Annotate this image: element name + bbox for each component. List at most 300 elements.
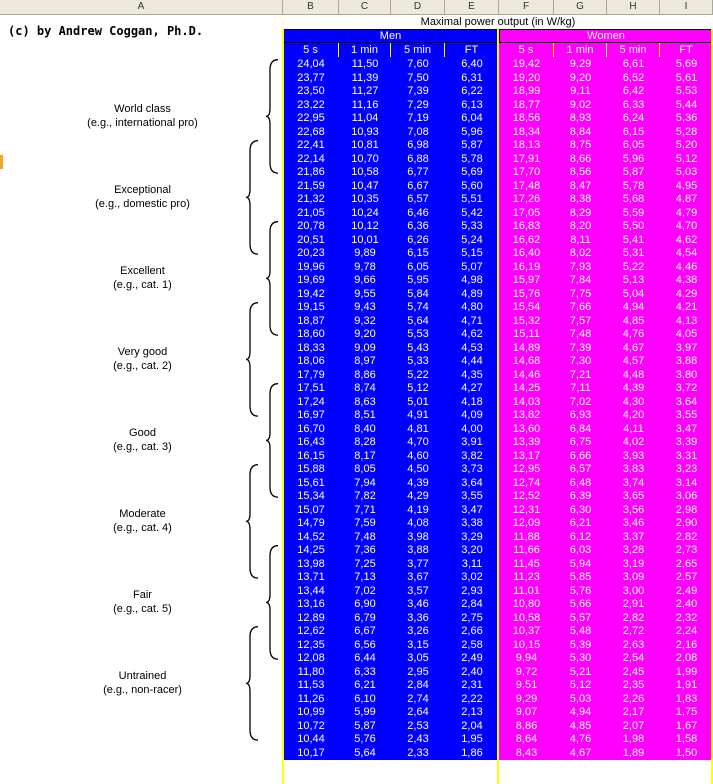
table-cell[interactable]: 6,57 xyxy=(554,462,607,476)
table-cell[interactable]: 2,74 xyxy=(391,692,445,706)
table-cell[interactable]: 3,82 xyxy=(445,449,499,463)
table-cell[interactable]: 19,96 xyxy=(283,260,339,274)
table-cell[interactable]: 16,15 xyxy=(283,449,339,463)
table-cell[interactable]: 5,30 xyxy=(554,651,607,665)
table-cell[interactable]: 5,76 xyxy=(339,732,391,746)
table-cell[interactable]: 19,42 xyxy=(499,57,554,71)
table-cell[interactable]: 4,94 xyxy=(554,705,607,719)
table-cell[interactable]: 12,74 xyxy=(499,476,554,490)
table-cell[interactable]: 5,64 xyxy=(339,746,391,760)
table-cell[interactable]: 5,20 xyxy=(660,138,713,152)
table-cell[interactable]: 2,16 xyxy=(660,638,713,652)
table-cell[interactable]: 2,26 xyxy=(607,692,660,706)
table-cell[interactable]: 7,11 xyxy=(554,381,607,395)
table-cell[interactable]: 2,32 xyxy=(660,611,713,625)
table-cell[interactable]: 7,71 xyxy=(339,503,391,517)
table-cell[interactable]: 12,08 xyxy=(283,651,339,665)
table-cell[interactable]: 5,53 xyxy=(660,84,713,98)
table-cell[interactable]: 1,95 xyxy=(445,732,499,746)
table-cell[interactable]: 3,09 xyxy=(607,570,660,584)
table-cell[interactable]: 9,51 xyxy=(499,678,554,692)
table-cell[interactable]: 6,15 xyxy=(391,246,445,260)
table-cell[interactable]: 9,29 xyxy=(499,692,554,706)
table-cell[interactable]: 15,32 xyxy=(499,314,554,328)
table-cell[interactable]: 8,11 xyxy=(554,233,607,247)
table-cell[interactable]: 5,36 xyxy=(660,111,713,125)
table-cell[interactable]: 4,94 xyxy=(607,300,660,314)
table-cell[interactable]: 4,00 xyxy=(445,422,499,436)
table-cell[interactable]: 8,74 xyxy=(339,381,391,395)
table-cell[interactable]: 11,16 xyxy=(339,98,391,112)
table-cell[interactable]: 5,78 xyxy=(607,179,660,193)
table-cell[interactable]: 6,67 xyxy=(391,179,445,193)
table-cell[interactable]: 3,02 xyxy=(445,570,499,584)
table-cell[interactable]: 17,26 xyxy=(499,192,554,206)
table-cell[interactable]: 2,84 xyxy=(445,597,499,611)
table-cell[interactable]: 18,34 xyxy=(499,125,554,139)
table-cell[interactable]: 10,35 xyxy=(339,192,391,206)
table-cell[interactable]: 2,49 xyxy=(445,651,499,665)
table-cell[interactable]: 5,12 xyxy=(554,678,607,692)
table-cell[interactable]: 3,83 xyxy=(607,462,660,476)
table-cell[interactable]: 15,34 xyxy=(283,489,339,503)
table-cell[interactable]: 3,72 xyxy=(660,381,713,395)
table-cell[interactable]: 2,82 xyxy=(607,611,660,625)
table-cell[interactable]: 6,39 xyxy=(554,489,607,503)
table-cell[interactable]: 2,08 xyxy=(660,651,713,665)
table-cell[interactable]: 17,51 xyxy=(283,381,339,395)
table-cell[interactable]: 8,75 xyxy=(554,138,607,152)
table-cell[interactable]: 3,98 xyxy=(391,530,445,544)
table-cell[interactable]: 2,24 xyxy=(660,624,713,638)
table-cell[interactable]: 8,86 xyxy=(339,368,391,382)
table-cell[interactable]: 10,58 xyxy=(339,165,391,179)
table-cell[interactable]: 9,78 xyxy=(339,260,391,274)
table-cell[interactable]: 8,38 xyxy=(554,192,607,206)
table-cell[interactable]: 2,35 xyxy=(607,678,660,692)
table-cell[interactable]: 8,29 xyxy=(554,206,607,220)
table-cell[interactable]: 8,43 xyxy=(499,746,554,760)
table-cell[interactable]: 2,91 xyxy=(607,597,660,611)
table-cell[interactable]: 4,46 xyxy=(660,260,713,274)
table-cell[interactable]: 8,20 xyxy=(554,219,607,233)
table-cell[interactable]: 3,77 xyxy=(391,557,445,571)
table-cell[interactable]: 3,46 xyxy=(391,597,445,611)
table-cell[interactable]: 1,86 xyxy=(445,746,499,760)
table-cell[interactable]: 1,98 xyxy=(607,732,660,746)
table-cell[interactable]: 14,25 xyxy=(283,543,339,557)
table-cell[interactable]: 17,24 xyxy=(283,395,339,409)
table-cell[interactable]: 6,36 xyxy=(391,219,445,233)
table-cell[interactable]: 7,36 xyxy=(339,543,391,557)
table-cell[interactable]: 8,66 xyxy=(554,152,607,166)
table-cell[interactable]: 5,53 xyxy=(391,327,445,341)
table-cell[interactable]: 5,51 xyxy=(445,192,499,206)
table-cell[interactable]: 3,46 xyxy=(607,516,660,530)
table-cell[interactable]: 7,60 xyxy=(391,57,445,71)
table-cell[interactable]: 6,15 xyxy=(607,125,660,139)
table-cell[interactable]: 6,46 xyxy=(391,206,445,220)
table-cell[interactable]: 2,90 xyxy=(660,516,713,530)
table-cell[interactable]: 4,67 xyxy=(607,341,660,355)
table-cell[interactable]: 11,04 xyxy=(339,111,391,125)
table-cell[interactable]: 3,64 xyxy=(660,395,713,409)
table-cell[interactable]: 14,68 xyxy=(499,354,554,368)
table-cell[interactable]: 6,66 xyxy=(554,449,607,463)
table-cell[interactable]: 13,17 xyxy=(499,449,554,463)
table-cell[interactable]: 6,05 xyxy=(607,138,660,152)
table-cell[interactable]: 4,85 xyxy=(607,314,660,328)
table-cell[interactable]: 15,61 xyxy=(283,476,339,490)
table-cell[interactable]: 5,87 xyxy=(339,719,391,733)
table-cell[interactable]: 8,93 xyxy=(554,111,607,125)
table-cell[interactable]: 4,08 xyxy=(391,516,445,530)
table-cell[interactable]: 16,43 xyxy=(283,435,339,449)
table-cell[interactable]: 10,80 xyxy=(499,597,554,611)
table-cell[interactable]: 4,95 xyxy=(660,179,713,193)
table-cell[interactable]: 4,44 xyxy=(445,354,499,368)
table-cell[interactable]: 6,90 xyxy=(339,597,391,611)
table-cell[interactable]: 8,05 xyxy=(339,462,391,476)
table-cell[interactable]: 6,24 xyxy=(607,111,660,125)
table-cell[interactable]: 4,91 xyxy=(391,408,445,422)
table-cell[interactable]: 2,13 xyxy=(445,705,499,719)
table-cell[interactable]: 10,44 xyxy=(283,732,339,746)
table-cell[interactable]: 3,29 xyxy=(445,530,499,544)
table-cell[interactable]: 5,78 xyxy=(445,152,499,166)
table-cell[interactable]: 16,70 xyxy=(283,422,339,436)
table-cell[interactable]: 16,97 xyxy=(283,408,339,422)
table-cell[interactable]: 17,79 xyxy=(283,368,339,382)
table-cell[interactable]: 4,13 xyxy=(660,314,713,328)
table-cell[interactable]: 15,88 xyxy=(283,462,339,476)
table-cell[interactable]: 8,56 xyxy=(554,165,607,179)
table-cell[interactable]: 14,25 xyxy=(499,381,554,395)
table-cell[interactable]: 18,77 xyxy=(499,98,554,112)
table-cell[interactable]: 9,09 xyxy=(339,341,391,355)
table-cell[interactable]: 5,57 xyxy=(554,611,607,625)
table-cell[interactable]: 14,46 xyxy=(499,368,554,382)
table-cell[interactable]: 7,39 xyxy=(554,341,607,355)
table-cell[interactable]: 5,59 xyxy=(607,206,660,220)
table-cell[interactable]: 2,40 xyxy=(660,597,713,611)
table-cell[interactable]: 3,14 xyxy=(660,476,713,490)
table-cell[interactable]: 3,05 xyxy=(391,651,445,665)
table-cell[interactable]: 5,41 xyxy=(607,233,660,247)
table-cell[interactable]: 12,89 xyxy=(283,611,339,625)
table-cell[interactable]: 5,39 xyxy=(554,638,607,652)
table-cell[interactable]: 7,84 xyxy=(554,273,607,287)
table-cell[interactable]: 4,62 xyxy=(660,233,713,247)
table-cell[interactable]: 8,86 xyxy=(499,719,554,733)
table-cell[interactable]: 6,42 xyxy=(607,84,660,98)
table-cell[interactable]: 20,78 xyxy=(283,219,339,233)
table-cell[interactable]: 10,01 xyxy=(339,233,391,247)
table-cell[interactable]: 3,91 xyxy=(445,435,499,449)
table-cell[interactable]: 3,23 xyxy=(660,462,713,476)
table-cell[interactable]: 4,80 xyxy=(445,300,499,314)
table-cell[interactable]: 18,06 xyxy=(283,354,339,368)
table-cell[interactable]: 22,41 xyxy=(283,138,339,152)
table-cell[interactable]: 17,70 xyxy=(499,165,554,179)
table-cell[interactable]: 6,21 xyxy=(339,678,391,692)
table-cell[interactable]: 11,27 xyxy=(339,84,391,98)
table-cell[interactable]: 5,96 xyxy=(607,152,660,166)
table-cell[interactable]: 21,59 xyxy=(283,179,339,193)
table-cell[interactable]: 2,57 xyxy=(660,570,713,584)
table-cell[interactable]: 3,88 xyxy=(391,543,445,557)
table-cell[interactable]: 6,10 xyxy=(339,692,391,706)
table-cell[interactable]: 2,40 xyxy=(445,665,499,679)
table-cell[interactable]: 11,39 xyxy=(339,71,391,85)
table-cell[interactable]: 7,25 xyxy=(339,557,391,571)
table-cell[interactable]: 5,04 xyxy=(607,287,660,301)
table-cell[interactable]: 13,98 xyxy=(283,557,339,571)
table-cell[interactable]: 9,32 xyxy=(339,314,391,328)
table-cell[interactable]: 5,12 xyxy=(391,381,445,395)
table-cell[interactable]: 7,57 xyxy=(554,314,607,328)
table-cell[interactable]: 5,66 xyxy=(554,597,607,611)
table-cell[interactable]: 4,81 xyxy=(391,422,445,436)
table-cell[interactable]: 4,09 xyxy=(445,408,499,422)
table-cell[interactable]: 19,15 xyxy=(283,300,339,314)
table-cell[interactable]: 14,03 xyxy=(499,395,554,409)
table-cell[interactable]: 2,58 xyxy=(445,638,499,652)
table-cell[interactable]: 4,76 xyxy=(554,732,607,746)
table-cell[interactable]: 7,02 xyxy=(554,395,607,409)
table-cell[interactable]: 1,83 xyxy=(660,692,713,706)
table-cell[interactable]: 5,28 xyxy=(660,125,713,139)
table-cell[interactable]: 3,31 xyxy=(660,449,713,463)
table-cell[interactable]: 10,93 xyxy=(339,125,391,139)
table-cell[interactable]: 5,33 xyxy=(391,354,445,368)
table-cell[interactable]: 8,02 xyxy=(554,246,607,260)
table-cell[interactable]: 7,19 xyxy=(391,111,445,125)
table-cell[interactable]: 18,99 xyxy=(499,84,554,98)
table-cell[interactable]: 6,21 xyxy=(554,516,607,530)
table-cell[interactable]: 3,73 xyxy=(445,462,499,476)
table-cell[interactable]: 11,66 xyxy=(499,543,554,557)
table-cell[interactable]: 20,23 xyxy=(283,246,339,260)
table-cell[interactable]: 9,89 xyxy=(339,246,391,260)
table-cell[interactable]: 3,64 xyxy=(445,476,499,490)
table-cell[interactable]: 1,75 xyxy=(660,705,713,719)
table-cell[interactable]: 7,39 xyxy=(391,84,445,98)
table-cell[interactable]: 2,33 xyxy=(391,746,445,760)
table-cell[interactable]: 7,13 xyxy=(339,570,391,584)
table-cell[interactable]: 4,50 xyxy=(391,462,445,476)
table-cell[interactable]: 6,33 xyxy=(339,665,391,679)
table-cell[interactable]: 2,45 xyxy=(607,665,660,679)
table-cell[interactable]: 6,56 xyxy=(339,638,391,652)
table-cell[interactable]: 15,97 xyxy=(499,273,554,287)
table-cell[interactable]: 10,15 xyxy=(499,638,554,652)
table-cell[interactable]: 10,24 xyxy=(339,206,391,220)
table-cell[interactable]: 8,47 xyxy=(554,179,607,193)
table-cell[interactable]: 3,19 xyxy=(607,557,660,571)
table-cell[interactable]: 11,26 xyxy=(283,692,339,706)
table-cell[interactable]: 4,71 xyxy=(445,314,499,328)
table-cell[interactable]: 14,89 xyxy=(499,341,554,355)
table-cell[interactable]: 10,17 xyxy=(283,746,339,760)
table-cell[interactable]: 22,95 xyxy=(283,111,339,125)
table-cell[interactable]: 5,22 xyxy=(391,368,445,382)
table-cell[interactable]: 6,26 xyxy=(391,233,445,247)
table-cell[interactable]: 2,04 xyxy=(445,719,499,733)
table-cell[interactable]: 5,69 xyxy=(445,165,499,179)
table-cell[interactable]: 9,20 xyxy=(554,71,607,85)
table-cell[interactable]: 3,88 xyxy=(660,354,713,368)
table-cell[interactable]: 9,11 xyxy=(554,84,607,98)
table-cell[interactable]: 3,06 xyxy=(660,489,713,503)
table-cell[interactable]: 7,48 xyxy=(339,530,391,544)
table-cell[interactable]: 12,35 xyxy=(283,638,339,652)
table-cell[interactable]: 3,55 xyxy=(660,408,713,422)
table-cell[interactable]: 18,87 xyxy=(283,314,339,328)
table-cell[interactable]: 4,57 xyxy=(607,354,660,368)
table-cell[interactable]: 4,39 xyxy=(391,476,445,490)
table-cell[interactable]: 6,57 xyxy=(391,192,445,206)
table-cell[interactable]: 11,23 xyxy=(499,570,554,584)
table-cell[interactable]: 4,38 xyxy=(660,273,713,287)
table-cell[interactable]: 7,21 xyxy=(554,368,607,382)
table-cell[interactable]: 5,22 xyxy=(607,260,660,274)
table-cell[interactable]: 5,03 xyxy=(660,165,713,179)
table-cell[interactable]: 5,74 xyxy=(391,300,445,314)
column-letter-h[interactable]: H xyxy=(607,0,660,14)
table-cell[interactable]: 5,48 xyxy=(554,624,607,638)
table-cell[interactable]: 5,96 xyxy=(445,125,499,139)
table-cell[interactable]: 3,55 xyxy=(445,489,499,503)
table-cell[interactable]: 10,37 xyxy=(499,624,554,638)
table-cell[interactable]: 11,01 xyxy=(499,584,554,598)
table-cell[interactable]: 4,20 xyxy=(607,408,660,422)
table-cell[interactable]: 6,79 xyxy=(339,611,391,625)
table-cell[interactable]: 1,58 xyxy=(660,732,713,746)
table-cell[interactable]: 6,22 xyxy=(445,84,499,98)
table-cell[interactable]: 6,31 xyxy=(445,71,499,85)
table-cell[interactable]: 5,61 xyxy=(660,71,713,85)
table-cell[interactable]: 3,15 xyxy=(391,638,445,652)
table-cell[interactable]: 6,30 xyxy=(554,503,607,517)
table-cell[interactable]: 4,29 xyxy=(391,489,445,503)
table-cell[interactable]: 4,62 xyxy=(445,327,499,341)
table-cell[interactable]: 5,50 xyxy=(607,219,660,233)
table-cell[interactable]: 23,22 xyxy=(283,98,339,112)
table-cell[interactable]: 3,47 xyxy=(445,503,499,517)
table-cell[interactable]: 9,43 xyxy=(339,300,391,314)
table-cell[interactable]: 4,02 xyxy=(607,435,660,449)
table-cell[interactable]: 2,17 xyxy=(607,705,660,719)
table-cell[interactable]: 2,07 xyxy=(607,719,660,733)
table-cell[interactable]: 16,40 xyxy=(499,246,554,260)
table-cell[interactable]: 5,84 xyxy=(391,287,445,301)
table-cell[interactable]: 19,69 xyxy=(283,273,339,287)
table-cell[interactable]: 2,22 xyxy=(445,692,499,706)
table-cell[interactable]: 3,56 xyxy=(607,503,660,517)
table-cell[interactable]: 11,50 xyxy=(339,57,391,71)
table-cell[interactable]: 4,53 xyxy=(445,341,499,355)
table-cell[interactable]: 1,99 xyxy=(660,665,713,679)
table-cell[interactable]: 7,66 xyxy=(554,300,607,314)
table-cell[interactable]: 7,75 xyxy=(554,287,607,301)
table-cell[interactable]: 2,75 xyxy=(445,611,499,625)
table-cell[interactable]: 12,95 xyxy=(499,462,554,476)
table-cell[interactable]: 3,28 xyxy=(607,543,660,557)
table-cell[interactable]: 2,64 xyxy=(391,705,445,719)
table-cell[interactable]: 4,39 xyxy=(607,381,660,395)
table-cell[interactable]: 15,07 xyxy=(283,503,339,517)
table-cell[interactable]: 16,62 xyxy=(499,233,554,247)
table-cell[interactable]: 12,31 xyxy=(499,503,554,517)
column-letter-f[interactable]: F xyxy=(499,0,554,14)
table-cell[interactable]: 2,43 xyxy=(391,732,445,746)
table-cell[interactable]: 6,84 xyxy=(554,422,607,436)
table-cell[interactable]: 8,17 xyxy=(339,449,391,463)
table-cell[interactable]: 4,19 xyxy=(391,503,445,517)
table-cell[interactable]: 2,72 xyxy=(607,624,660,638)
table-cell[interactable]: 6,88 xyxy=(391,152,445,166)
table-cell[interactable]: 3,93 xyxy=(607,449,660,463)
table-cell[interactable]: 5,43 xyxy=(391,341,445,355)
table-cell[interactable]: 3,97 xyxy=(660,341,713,355)
table-cell[interactable]: 13,60 xyxy=(499,422,554,436)
table-cell[interactable]: 4,79 xyxy=(660,206,713,220)
table-cell[interactable]: 14,52 xyxy=(283,530,339,544)
table-cell[interactable]: 6,75 xyxy=(554,435,607,449)
table-cell[interactable]: 5,95 xyxy=(391,273,445,287)
table-cell[interactable]: 2,65 xyxy=(660,557,713,571)
table-cell[interactable]: 10,99 xyxy=(283,705,339,719)
table-cell[interactable]: 2,53 xyxy=(391,719,445,733)
table-cell[interactable]: 24,04 xyxy=(283,57,339,71)
table-cell[interactable]: 3,38 xyxy=(445,516,499,530)
table-cell[interactable]: 3,11 xyxy=(445,557,499,571)
table-cell[interactable]: 12,09 xyxy=(499,516,554,530)
table-cell[interactable]: 4,11 xyxy=(607,422,660,436)
table-cell[interactable]: 8,64 xyxy=(499,732,554,746)
table-cell[interactable]: 5,42 xyxy=(445,206,499,220)
table-cell[interactable]: 1,50 xyxy=(660,746,713,760)
table-cell[interactable]: 6,12 xyxy=(554,530,607,544)
table-cell[interactable]: 5,24 xyxy=(445,233,499,247)
table-cell[interactable]: 15,54 xyxy=(499,300,554,314)
table-cell[interactable]: 3,74 xyxy=(607,476,660,490)
table-cell[interactable]: 3,36 xyxy=(391,611,445,625)
table-cell[interactable]: 17,05 xyxy=(499,206,554,220)
table-cell[interactable]: 4,05 xyxy=(660,327,713,341)
table-cell[interactable]: 9,94 xyxy=(499,651,554,665)
table-cell[interactable]: 1,89 xyxy=(607,746,660,760)
table-cell[interactable]: 7,82 xyxy=(339,489,391,503)
table-cell[interactable]: 5,13 xyxy=(607,273,660,287)
table-cell[interactable]: 4,76 xyxy=(607,327,660,341)
table-cell[interactable]: 2,73 xyxy=(660,543,713,557)
table-cell[interactable]: 5,76 xyxy=(554,584,607,598)
table-cell[interactable]: 5,64 xyxy=(391,314,445,328)
table-cell[interactable]: 13,16 xyxy=(283,597,339,611)
table-cell[interactable]: 8,97 xyxy=(339,354,391,368)
table-cell[interactable]: 4,85 xyxy=(554,719,607,733)
table-cell[interactable]: 5,03 xyxy=(554,692,607,706)
table-cell[interactable]: 8,40 xyxy=(339,422,391,436)
table-cell[interactable]: 16,83 xyxy=(499,219,554,233)
table-cell[interactable]: 6,61 xyxy=(607,57,660,71)
table-cell[interactable]: 4,48 xyxy=(607,368,660,382)
table-cell[interactable]: 18,13 xyxy=(499,138,554,152)
table-cell[interactable]: 5,69 xyxy=(660,57,713,71)
table-cell[interactable]: 5,01 xyxy=(391,395,445,409)
